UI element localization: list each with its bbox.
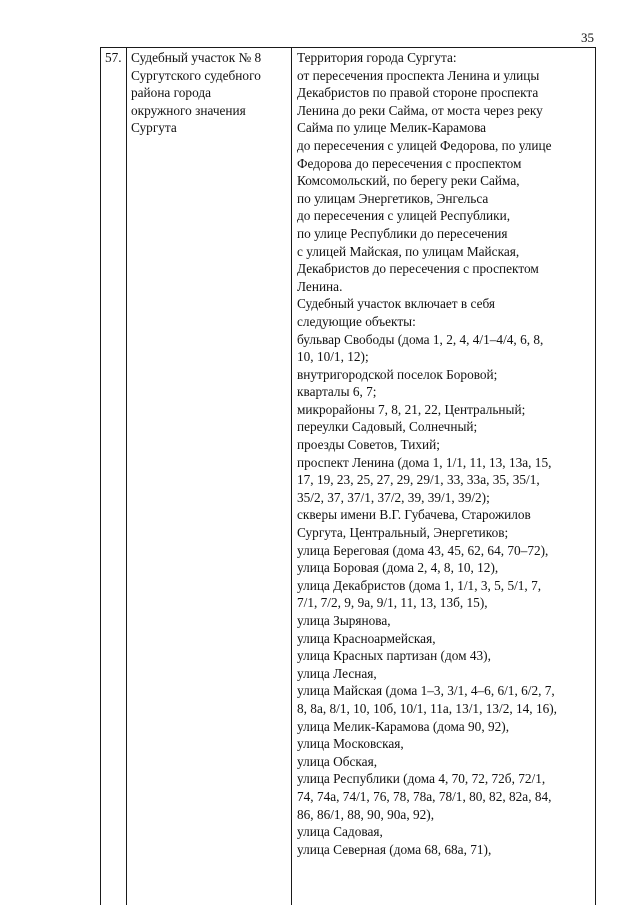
territory-line: кварталы 6, 7; xyxy=(297,384,377,400)
territory-line: проспект Ленина (дома 1, 1/1, 11, 13, 13а, 15, xyxy=(297,454,552,470)
district-name-line: Сургута xyxy=(131,120,177,136)
territory-line: по улице Республики до пересечения xyxy=(297,225,508,241)
territory-line: следующие объекты: xyxy=(297,313,416,329)
territory-line: по улицам Энергетиков, Энгельса xyxy=(297,190,489,206)
territory-line: Сайма по улице Мелик-Карамова xyxy=(297,120,487,136)
territory-line: бульвар Свободы (дома 1, 2, 4, 4/1–4/4, 6, 8, xyxy=(297,331,544,347)
district-name-line: Судебный участок № 8 xyxy=(131,50,262,65)
territory-line: с улицей Майская, по улицам Майская, xyxy=(297,243,520,259)
district-name-line: района города xyxy=(131,85,212,101)
territory-line: Декабристов по правой стороне проспекта xyxy=(297,85,539,101)
territory-line: 74, 74а, 74/1, 76, 78, 78а, 78/1, 80, 82, 82а, 84, xyxy=(297,788,552,804)
territory-line: проезды Советов, Тихий; xyxy=(297,437,440,453)
territory-line: улица Боровая (дома 2, 4, 8, 10, 12), xyxy=(297,560,499,576)
territory-line: улица Майская (дома 1–3, 3/1, 4–6, 6/1, 6/2, 7, xyxy=(297,683,555,699)
territory-line: до пересечения с улицей Республики, xyxy=(297,208,511,224)
territory-line: улица Береговая (дома 43, 45, 62, 64, 70–72), xyxy=(297,542,549,558)
territory-line: Территория города Сургута: xyxy=(297,50,457,65)
territory-line: Судебный участок включает в себя xyxy=(297,296,496,312)
territory-line: улица Московская, xyxy=(297,736,404,752)
territory-line: Декабристов до пересечения с проспектом xyxy=(297,261,539,277)
territory-line: Ленина до реки Сайма, от моста через реку xyxy=(297,102,543,118)
territory-line: переулки Садовый, Солнечный; xyxy=(297,419,478,435)
territory-line: Ленина. xyxy=(297,278,343,294)
territory-line: улица Северная (дома 68, 68а, 71), xyxy=(297,841,492,857)
territory-line: внутригородской поселок Боровой; xyxy=(297,366,498,382)
territory-line: улица Республики (дома 4, 70, 72, 72б, 72/1, xyxy=(297,771,546,787)
territory-line: Федорова до пересечения с проспектом xyxy=(297,155,522,171)
district-name-line: Сургутского судебного xyxy=(131,67,261,83)
territory-line: 17, 19, 23, 25, 27, 29, 29/1, 33, 33а, 35, 35/1, xyxy=(297,472,540,488)
territory-line: до пересечения с улицей Федорова, по улице xyxy=(297,137,552,153)
territory-line: 7/1, 7/2, 9, 9а, 9/1, 11, 13, 13б, 15), xyxy=(297,595,488,611)
territory-line: улица Лесная, xyxy=(297,665,377,681)
territory-line: улица Красных партизан (дом 43), xyxy=(297,648,491,664)
territory-line: улица Зырянова, xyxy=(297,613,391,628)
territory-line: улица Красноармейская, xyxy=(297,630,436,646)
territory-line: 35/2, 37, 37/1, 37/2, 39, 39/1, 39/2); xyxy=(297,489,490,505)
territory-line: улица Мелик-Карамова (дома 90, 92), xyxy=(297,718,510,734)
territory-line: 10, 10/1, 12); xyxy=(297,349,369,365)
territory-line: Сургута, Центральный, Энергетиков; xyxy=(297,525,509,541)
territory-line: улица Декабристов (дома 1, 1/1, 3, 5, 5/1, 7, xyxy=(297,577,542,593)
district-name-cell xyxy=(131,49,261,137)
page-number: 35 xyxy=(581,30,594,45)
territory-line: 86, 86/1, 88, 90, 90а, 92), xyxy=(297,806,435,822)
territory-line: скверы имени В.Г. Губачева, Старожилов xyxy=(297,507,531,523)
territory-line: от пересечения проспекта Ленина и улицы xyxy=(297,67,540,83)
column-divider xyxy=(126,48,127,905)
territory-description-cell xyxy=(297,49,557,858)
territory-line: 8, 8а, 8/1, 10, 10б, 10/1, 11а, 13/1, 13/2, 14, 16), xyxy=(297,700,558,716)
column-divider xyxy=(291,48,292,905)
territory-line: улица Садовая, xyxy=(297,824,383,840)
district-name-line: окружного значения xyxy=(131,102,246,118)
territory-line: улица Обская, xyxy=(297,753,378,769)
row-number-cell: 57. xyxy=(105,50,122,65)
territory-line: Комсомольский, по берегу реки Сайма, xyxy=(297,173,520,189)
court-district-table xyxy=(100,47,596,905)
territory-line: микрорайоны 7, 8, 21, 22, Центральный; xyxy=(297,401,526,417)
